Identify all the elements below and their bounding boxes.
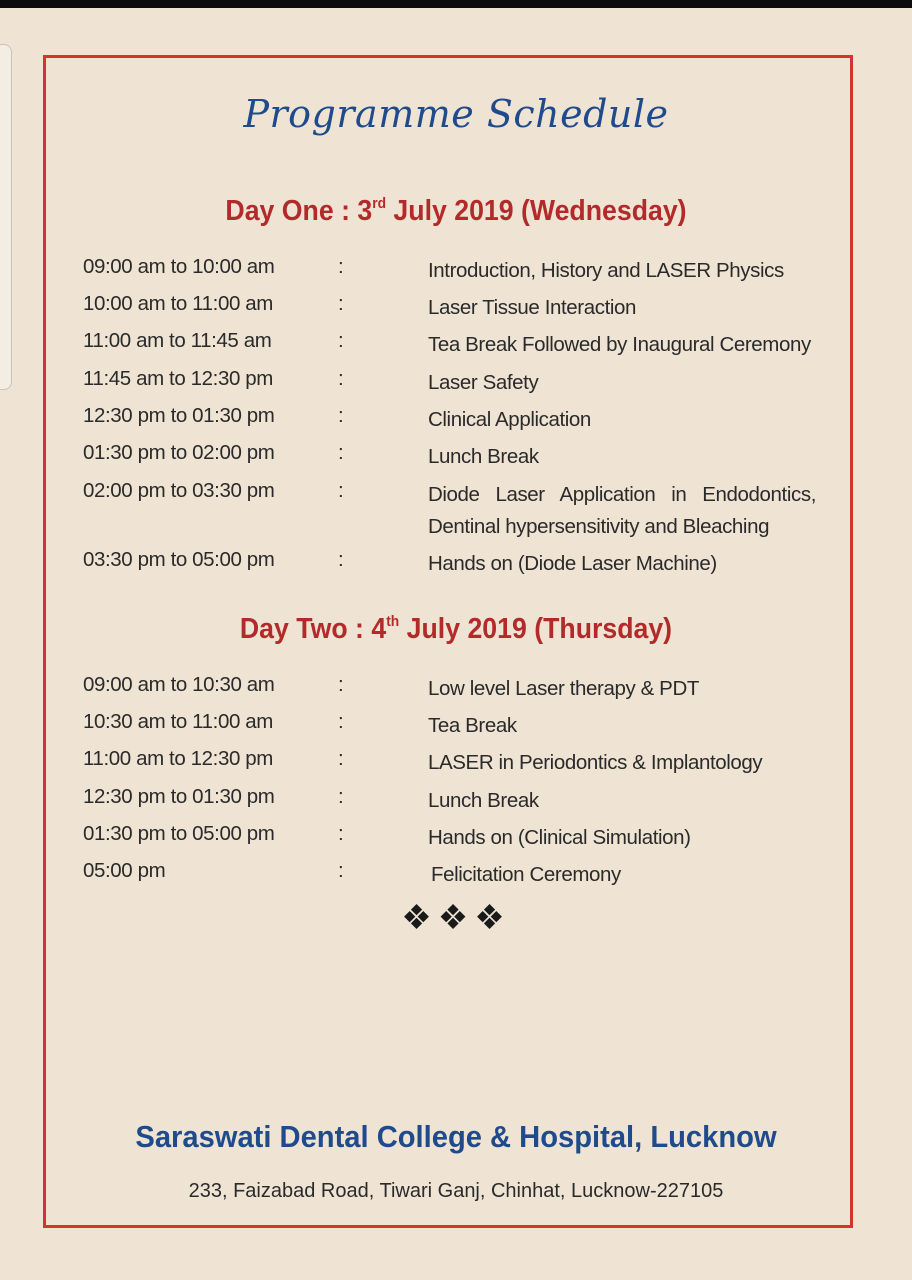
- day-one-heading: [36, 195, 875, 228]
- row-separator: :: [338, 710, 344, 733]
- row-event: Introduction, History and LASER Physics: [428, 259, 784, 282]
- row-time: 10:00 am to 11:00 am: [83, 292, 273, 315]
- row-time: 09:00 am to 10:30 am: [83, 673, 275, 696]
- day-two-heading-rest: July 2019 (Thursday): [399, 613, 673, 645]
- row-separator: :: [338, 747, 344, 770]
- row-time: 09:00 am to 10:00 am: [83, 255, 275, 278]
- row-time: 02:00 pm to 03:30 pm: [83, 479, 275, 502]
- row-time: 01:30 pm to 05:00 pm: [83, 822, 275, 845]
- row-event: Clinical Application: [428, 408, 591, 431]
- row-time: 01:30 pm to 02:00 pm: [83, 441, 275, 464]
- row-time: 11:00 am to 11:45 am: [83, 329, 272, 352]
- row-event: Laser Tissue Interaction: [428, 296, 637, 319]
- row-separator: :: [338, 255, 344, 278]
- row-event: Hands on (Clinical Simulation): [428, 826, 691, 849]
- row-separator: :: [338, 441, 344, 464]
- college-name: Saraswati Dental College & Hospital, Lucknow: [135, 1119, 777, 1154]
- day-two-heading-prefix: Day Two : 4: [239, 613, 387, 645]
- row-event: LASER in Periodontics & Implantology: [428, 751, 763, 774]
- page-title: Programme Schedule: [243, 92, 669, 136]
- top-status-bar: [0, 0, 912, 8]
- row-time: 12:30 pm to 01:30 pm: [83, 785, 275, 808]
- day-one-heading-ordinal: rd: [372, 195, 387, 212]
- row-time: 12:30 pm to 01:30 pm: [83, 404, 275, 427]
- day-two-heading: [36, 613, 875, 646]
- row-time: 11:45 am to 12:30 pm: [83, 367, 273, 390]
- row-event: Diode Laser Application in Endodontics, Dentinal hypersensitivity and Bleaching: [428, 483, 816, 538]
- row-time: 10:30 am to 11:00 am: [83, 710, 273, 733]
- row-separator: :: [338, 822, 344, 845]
- row-separator: :: [338, 548, 344, 571]
- row-separator: :: [338, 404, 344, 427]
- row-separator: :: [338, 329, 344, 352]
- day-one-heading-rest: July 2019 (Wednesday): [386, 195, 687, 227]
- row-separator: :: [338, 479, 344, 502]
- row-separator: :: [338, 673, 344, 696]
- row-separator: :: [338, 367, 344, 390]
- diamond-ornament-icon: ❖❖❖: [401, 899, 511, 937]
- day-two-heading-ordinal: th: [386, 613, 400, 630]
- row-event: Low level Laser therapy & PDT: [428, 677, 699, 700]
- row-time: 03:30 pm to 05:00 pm: [83, 548, 275, 571]
- day-one-heading-prefix: Day One : 3: [225, 195, 373, 227]
- row-separator: :: [338, 859, 344, 882]
- row-time: 05:00 pm: [83, 859, 166, 882]
- row-event: Felicitation Ceremony: [431, 863, 621, 886]
- row-event: Lunch Break: [428, 789, 539, 812]
- college-address: 233, Faizabad Road, Tiwari Ganj, Chinhat, Lucknow-227105: [188, 1180, 724, 1202]
- row-event: Lunch Break: [428, 445, 539, 468]
- row-separator: :: [338, 292, 344, 315]
- row-event: Tea Break: [428, 714, 517, 737]
- row-event: Laser Safety: [428, 371, 539, 394]
- row-event: Tea Break Followed by Inaugural Ceremony: [428, 333, 811, 356]
- row-separator: :: [338, 785, 344, 808]
- row-time: 11:00 am to 12:30 pm: [83, 747, 273, 770]
- row-event: Hands on (Diode Laser Machine): [428, 552, 717, 575]
